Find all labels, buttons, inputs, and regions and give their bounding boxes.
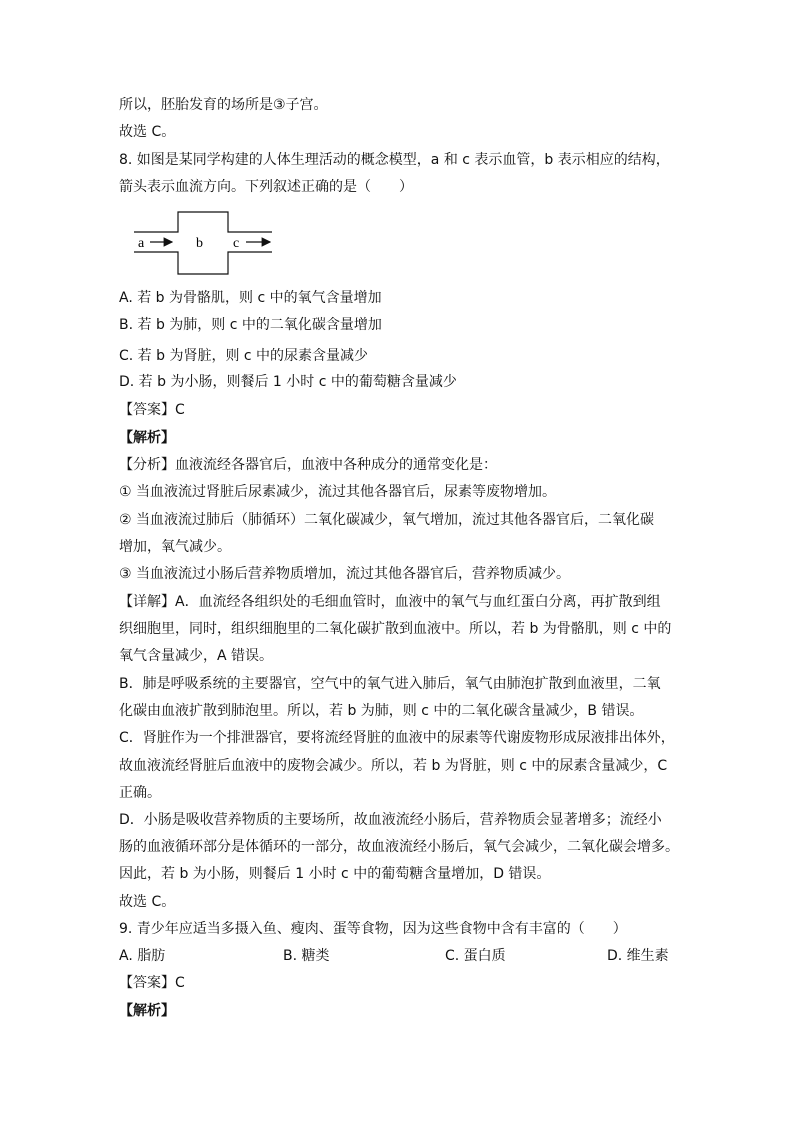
text-line: 故选 C。 — [119, 124, 176, 140]
detail-line: 正确。 — [119, 785, 161, 801]
question-9: 9. 青少年应适当多摄入鱼、瘦肉、蛋等食物，因为这些食物中含有丰富的（ ） — [119, 921, 627, 937]
analysis-intro: 【分析】血液流经各器官后，血液中各种成分的通常变化是： — [119, 457, 497, 473]
q8-option-c: C. 若 b 为肾脏，则 c 中的尿素含量减少 — [119, 348, 369, 364]
detail-line: 肠的血液循环部分是体循环的一部分，故血液流经小肠后，氧气会减少，二氧化碳会增多。 — [119, 839, 679, 855]
answer-9: 【答案】C — [119, 975, 185, 991]
question-8-cont: 箭头表示血流方向。下列叙述正确的是（ ） — [119, 179, 413, 195]
q9-option-a: A. 脂肪 — [119, 948, 166, 964]
detail-line: 【详解】A．血流经各组织处的毛细血管时，血液中的氧气与血红蛋白分离，再扩散到组 — [119, 594, 661, 610]
analysis-heading: 【解析】 — [119, 430, 175, 446]
text-line: 所以，胚胎发育的场所是③子宫。 — [119, 97, 328, 113]
detail-line: 因此，若 b 为小肠，则餐后 1 小时 c 中的葡萄糖含量增加，D 错误。 — [119, 866, 551, 882]
q9-option-c: C. 蛋白质 — [445, 948, 506, 964]
detail-line: 织细胞里，同时，组织细胞里的二氧化碳扩散到血液中。所以，若 b 为骨骼肌，则 c 中的 — [119, 621, 672, 637]
concept-model-diagram — [130, 208, 276, 278]
label-a: a — [138, 236, 145, 251]
detail-line: 化碳由血液扩散到肺泡里。所以，若 b 为肺，则 c 中的二氧化碳含量减少，B 错误。 — [119, 703, 644, 719]
q8-option-d: D. 若 b 为小肠，则餐后 1 小时 c 中的葡萄糖含量减少 — [119, 374, 457, 390]
detail-line: 故血液流经肾脏后血液中的废物会减少。所以，若 b 为肾脏，则 c 中的尿素含量减少，C — [119, 758, 668, 774]
analysis-heading-9: 【解析】 — [119, 1003, 175, 1019]
q8-option-a: A. 若 b 为骨骼肌，则 c 中的氧气含量增加 — [119, 290, 382, 306]
point-3: ③ 当血液流过小肠后营养物质增加，流过其他各器官后，营养物质减少。 — [119, 566, 570, 582]
point-2-cont: 增加，氧气减少。 — [119, 539, 231, 555]
detail-line: 故选 C。 — [119, 894, 176, 910]
answer-8: 【答案】C — [119, 402, 185, 418]
detail-line: 氧气含量减少，A 错误。 — [119, 648, 274, 664]
q9-option-d: D. 维生素 — [607, 948, 669, 964]
point-2: ② 当血液流过肺后（肺循环）二氧化碳减少，氧气增加，流过其他各器官后，二氧化碳 — [119, 512, 654, 528]
q8-option-b: B. 若 b 为肺，则 c 中的二氧化碳含量增加 — [119, 317, 382, 333]
q9-option-b: B. 糖类 — [283, 948, 330, 964]
detail-line: B．肺是呼吸系统的主要器官，空气中的氧气进入肺后，氧气由肺泡扩散到血液里，二氧 — [119, 676, 661, 692]
detail-line: D．小肠是吸收营养物质的主要场所，故血液流经小肠后，营养物质会显著增多；流经小 — [119, 812, 662, 828]
point-1: ① 当血液流过肾脏后尿素减少，流过其他各器官后，尿素等废物增加。 — [119, 484, 556, 500]
detail-line: C．肾脏作为一个排泄器官，要将流经肾脏的血液中的尿素等代谢废物形成尿液排出体外， — [119, 730, 675, 746]
label-c: c — [233, 236, 240, 251]
question-8: 8. 如图是某同学构建的人体生理活动的概念模型，a 和 c 表示血管，b 表示相应的结构， — [119, 152, 670, 168]
label-b: b — [196, 236, 203, 251]
